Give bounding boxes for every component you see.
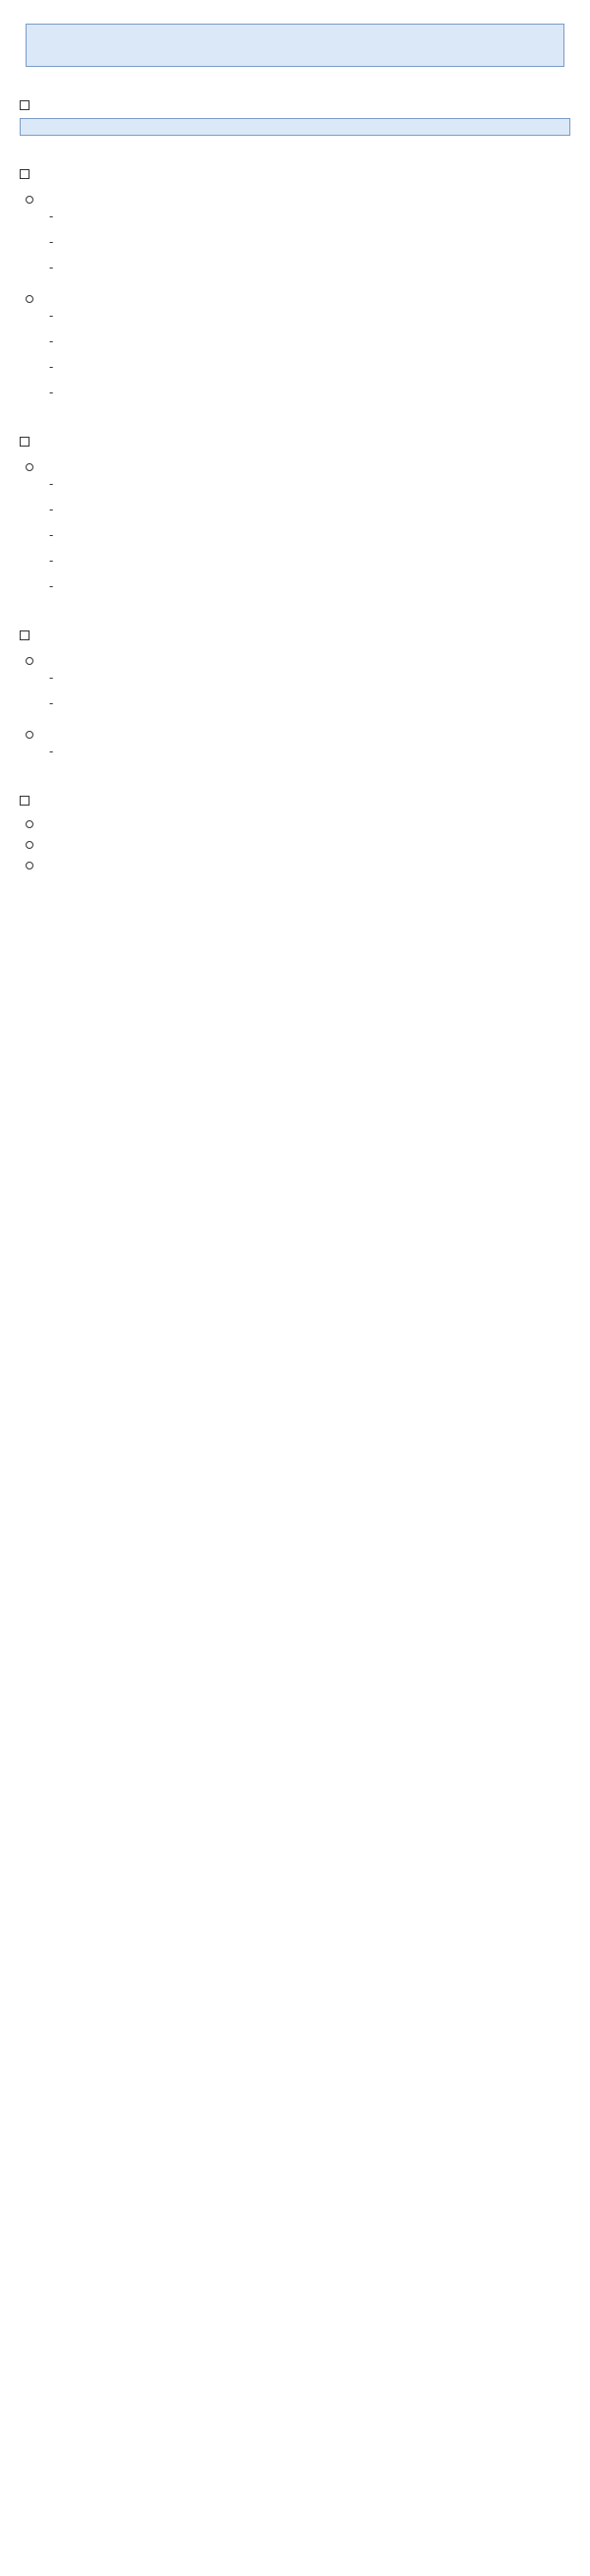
dash-icon: - (49, 476, 54, 491)
dash-icon: - (49, 260, 54, 274)
roadmap-group (20, 724, 570, 762)
list-item-text (65, 356, 570, 378)
list-item (49, 231, 570, 253)
list-item (49, 524, 570, 546)
dash-icon: - (49, 234, 54, 249)
section-issues (20, 169, 570, 403)
effect-item (26, 855, 570, 869)
list-item-text (65, 382, 570, 403)
dash-icon: - (49, 502, 54, 516)
square-bullet-icon (20, 630, 30, 640)
list-item (49, 206, 570, 227)
circle-bullet-icon (26, 841, 33, 849)
list-item (49, 356, 570, 378)
square-bullet-icon (20, 169, 30, 179)
top-spacer (20, 0, 570, 24)
effect-item (26, 834, 570, 849)
dash-icon: - (49, 209, 54, 223)
list-item (49, 550, 570, 571)
list-item-text (65, 524, 570, 546)
dash-icon: - (49, 553, 54, 568)
list-item (49, 692, 570, 714)
section-background (20, 100, 570, 136)
dash-icon: - (49, 385, 54, 399)
circle-bullet-icon (26, 862, 33, 869)
group-heading (20, 650, 570, 665)
document-title (26, 24, 564, 67)
list-item (49, 741, 570, 762)
list-item-text (65, 499, 570, 520)
list-item-text (65, 305, 570, 327)
dash-icon: - (49, 695, 54, 710)
section-heading (20, 100, 570, 110)
square-bullet-icon (20, 100, 30, 110)
list-item (49, 257, 570, 278)
group-heading (20, 456, 570, 471)
circle-bullet-icon (26, 731, 33, 739)
circle-bullet-icon (26, 295, 33, 303)
dash-icon: - (49, 578, 54, 593)
group-heading (20, 288, 570, 303)
list-item-text (65, 330, 570, 352)
section-effects (20, 796, 570, 869)
roadmap-group (20, 650, 570, 714)
list-item (49, 305, 570, 327)
list-item-text (65, 257, 570, 278)
section-heading (20, 169, 570, 179)
dash-icon: - (49, 333, 54, 348)
square-bullet-icon (20, 796, 30, 806)
list-item (49, 330, 570, 352)
list-item (49, 575, 570, 597)
list-item (49, 473, 570, 495)
circle-bullet-icon (26, 196, 33, 204)
section-education (20, 437, 570, 597)
list-item-text (65, 550, 570, 571)
issue-group (20, 288, 570, 403)
section-heading (20, 630, 570, 640)
group-heading (20, 724, 570, 739)
list-item-text (65, 741, 570, 762)
list-item-text (65, 473, 570, 495)
dash-icon: - (49, 744, 54, 758)
list-item (49, 382, 570, 403)
section-heading (20, 437, 570, 447)
list-item-text (65, 231, 570, 253)
effect-item (26, 813, 570, 828)
circle-bullet-icon (26, 463, 33, 471)
dash-icon: - (49, 308, 54, 323)
section-heading (20, 796, 570, 806)
circle-bullet-icon (26, 820, 33, 828)
list-item-text (65, 667, 570, 689)
group-heading (20, 189, 570, 204)
document-page (0, 0, 590, 869)
list-item-text (65, 575, 570, 597)
dash-icon: - (49, 670, 54, 685)
list-item-text (65, 206, 570, 227)
list-item (49, 667, 570, 689)
section-roadmap (20, 630, 570, 762)
square-bullet-icon (20, 437, 30, 447)
list-item-text (65, 692, 570, 714)
issue-group (20, 189, 570, 278)
circle-bullet-icon (26, 657, 33, 665)
dash-icon: - (49, 359, 54, 374)
education-group (20, 456, 570, 597)
list-item (49, 499, 570, 520)
background-box (20, 118, 570, 136)
dash-icon: - (49, 527, 54, 542)
